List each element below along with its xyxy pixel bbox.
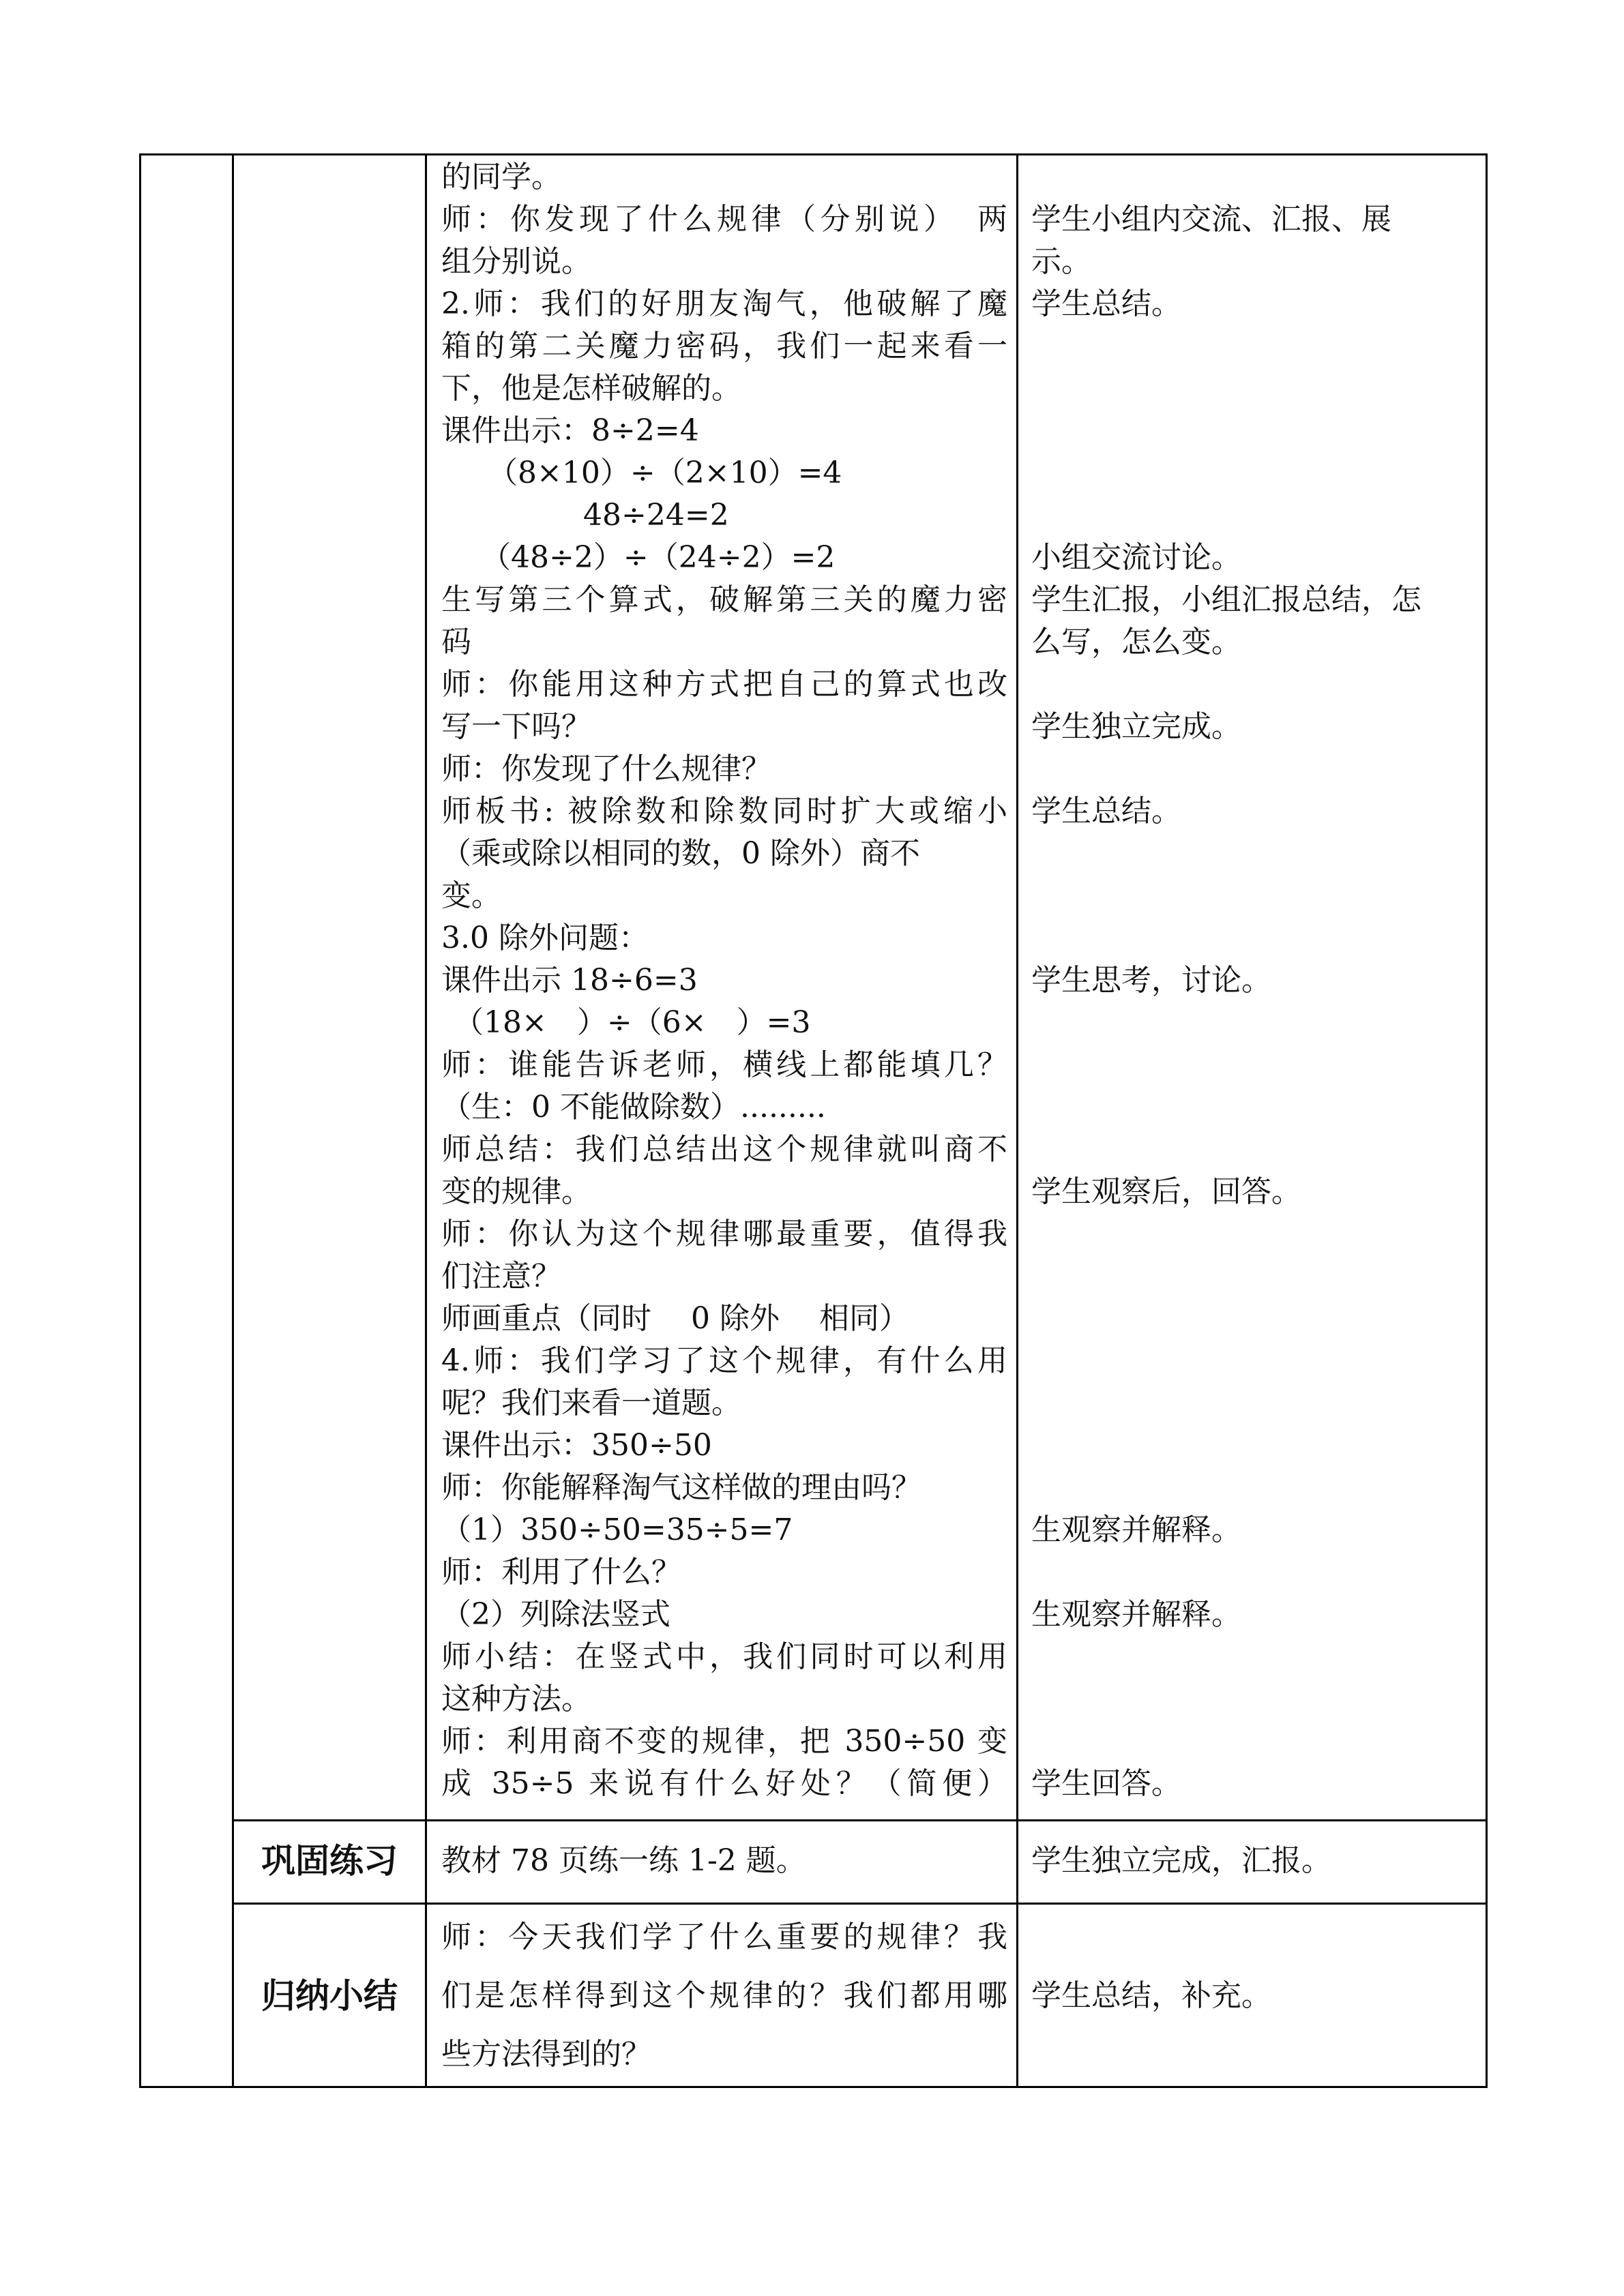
text-line: 师：你发现了什么规律？ [441, 751, 771, 786]
text-line: 师：利用了什么？ [441, 1555, 681, 1590]
summary-student: 学生总结，补充。 [1031, 1978, 1271, 2013]
text-line: 师：利用商不变的规律，把 350÷50 变 [441, 1724, 1007, 1759]
text-line: 师：你能解释淘气这样做的理由吗？ [441, 1470, 921, 1505]
text-line: 师画重点（同时 0 除外 相同） [441, 1301, 909, 1336]
student-line: 学生观察后，回答。 [1031, 1174, 1301, 1209]
text-line: （1）350÷50=35÷5=7 [441, 1512, 793, 1547]
text-line: （生：0 不能做除数）......... [441, 1090, 826, 1124]
summary-section-label: 归纳小结 [261, 1976, 398, 2016]
student-line: 学生思考，讨论。 [1031, 963, 1271, 998]
text-line: 的同学。 [441, 160, 561, 194]
text-line: 呢？我们来看一道题。 [441, 1386, 741, 1420]
student-line: 示。 [1031, 244, 1091, 279]
student-line: 学生总结。 [1031, 794, 1181, 829]
text-line: 写一下吗？ [441, 709, 591, 744]
text-line: 师板书: 被除数和除数同时扩大或缩小 [441, 794, 1007, 829]
student-line: 学生独立完成。 [1031, 709, 1241, 744]
row-divider-practice [232, 1819, 1488, 1821]
table-divider-col2 [425, 153, 427, 2088]
table-border-right [1486, 153, 1488, 2088]
text-line: （2）列除法竖式 [441, 1597, 670, 1632]
text-line: 师：你发现了什么规律（分别说） 两 [441, 202, 1007, 237]
text-line: 成 35÷5 来说有什么好处？（简便） [441, 1766, 1007, 1801]
text-line: 课件出示 18÷6=3 [441, 963, 698, 998]
text-line: 码 [441, 625, 471, 659]
student-line: 么写，怎么变。 [1031, 625, 1241, 659]
summary-line: 们是怎样得到这个规律的？我们都用哪 [441, 1978, 1007, 2013]
student-line: 学生小组内交流、汇报、展 [1031, 202, 1391, 237]
text-line: 师小结：在竖式中，我们同时可以利用 [441, 1639, 1007, 1674]
table-divider-col1 [232, 153, 234, 2088]
text-line: 变的规律。 [441, 1174, 591, 1209]
summary-line: 师：今天我们学了什么重要的规律？我 [441, 1920, 1007, 1954]
text-line: 师：谁能告诉老师，横线上都能填几？ [441, 1047, 1007, 1082]
table-border-bottom [139, 2086, 1488, 2088]
student-line: 生观察并解释。 [1031, 1597, 1241, 1632]
text-line: 师：你认为这个规律哪最重要，值得我 [441, 1217, 1007, 1251]
practice-section-label: 巩固练习 [261, 1841, 398, 1881]
text-line: 这种方法。 [441, 1682, 591, 1716]
text-line: 箱的第二关魔力密码，我们一起来看一 [441, 329, 1007, 363]
text-line: （18× ）÷（6× ）=3 [454, 1005, 811, 1040]
table-border-top [139, 153, 1488, 155]
text-line: 下，他是怎样破解的。 [441, 371, 741, 406]
text-line: 课件出示：8÷2=4 [441, 413, 699, 448]
practice-content: 教材 78 页练一练 1-2 题。 [441, 1843, 806, 1878]
text-line: （48÷2）÷（24÷2）=2 [481, 540, 836, 575]
practice-student: 学生独立完成，汇报。 [1031, 1843, 1331, 1878]
table-border-left [139, 153, 141, 2088]
text-line: 生写第三个算式，破解第三关的魔力密 [441, 582, 1007, 617]
text-line: 4.师：我们学习了这个规律，有什么用 [441, 1343, 1007, 1378]
text-line: 3.0 除外问题： [441, 921, 649, 955]
text-line: 们注意？ [441, 1259, 561, 1294]
row-divider-summary [232, 1903, 1488, 1905]
text-line: 2.师：我们的好朋友淘气，他破解了魔 [441, 286, 1007, 321]
student-line: 小组交流讨论。 [1031, 540, 1241, 575]
text-line: （乘或除以相同的数，0 除外）商不 [441, 836, 920, 871]
text-line: 师：你能用这种方式把自己的算式也改 [441, 667, 1007, 702]
text-line: 变。 [441, 878, 501, 913]
text-line: 师总结：我们总结出这个规律就叫商不 [441, 1132, 1007, 1167]
student-line: 学生总结。 [1031, 286, 1181, 321]
student-line: 学生回答。 [1031, 1766, 1181, 1801]
text-line: 组分别说。 [441, 244, 591, 279]
text-line: 课件出示：350÷50 [441, 1428, 712, 1463]
student-line: 学生汇报，小组汇报总结，怎 [1031, 582, 1421, 617]
text-line: 48÷24=2 [583, 498, 729, 533]
student-line: 生观察并解释。 [1031, 1512, 1241, 1547]
table-divider-col3 [1016, 153, 1018, 2088]
summary-line: 些方法得到的？ [441, 2037, 651, 2072]
text-line: （8×10）÷（2×10）=4 [488, 456, 842, 490]
